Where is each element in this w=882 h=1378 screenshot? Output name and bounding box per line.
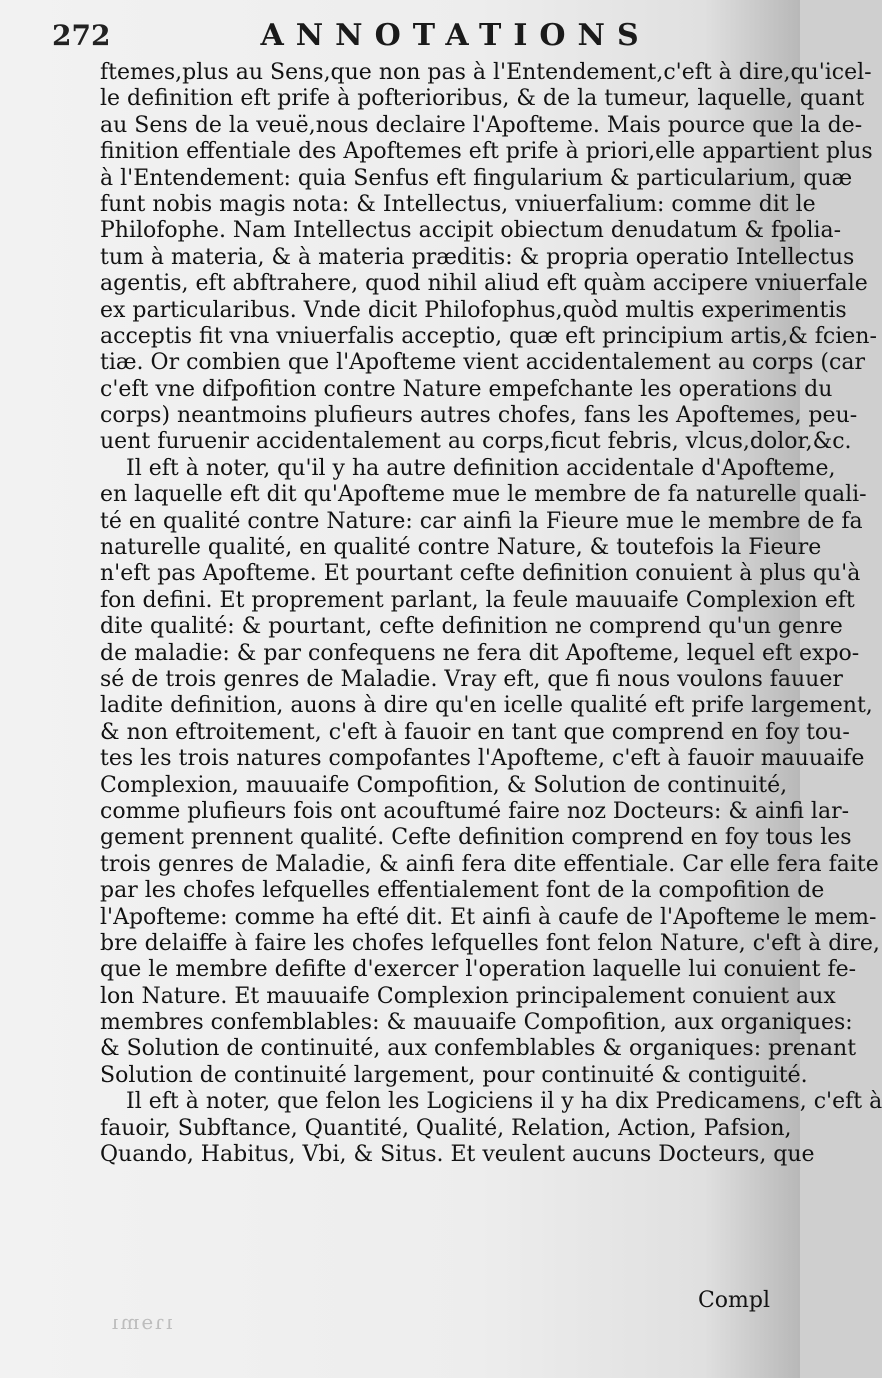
text-line: par les chofes lefquelles effentialement font de la compofition de xyxy=(100,878,825,904)
text-line: au Sens de la veuë,nous declaire l'Apofteme. Mais pource que la de- xyxy=(100,112,863,138)
text-line: agentis, eft abftrahere, quod nihil aliud eft quàm accipere vniuerfale xyxy=(100,271,868,297)
text-line: uent furuenir accidentalement au corps,ficut febris, vlcus,dolor,&c. xyxy=(100,429,852,455)
text-line: naturelle qualité, en qualité contre Nature, & toutefois la Fieure xyxy=(100,535,822,561)
text-line: té en qualité contre Nature: car ainfi la Fieure mue le membre de fa xyxy=(100,508,863,534)
text-line: sé de trois genres de Maladie. Vray eft, que fi nous voulons fauuer xyxy=(100,666,843,692)
text-line: Complexion, mauuaife Compofition, & Solution de continuité, xyxy=(100,772,788,798)
text-line: ladite definition, auons à dire qu'en icelle qualité eft prife largement, xyxy=(100,693,873,719)
text-line: que le membre defifte d'exercer l'operation laquelle lui conuient fe- xyxy=(100,957,857,983)
text-line: Solution de continuité largement, pour continuité & contiguité. xyxy=(100,1062,808,1088)
text-line: Il eft à noter, que felon les Logiciens il y ha dix Predicamens, c'eft à xyxy=(126,1089,882,1115)
text-line: l'Apofteme: comme ha efté dit. Et ainfi à caufe de l'Apofteme le mem- xyxy=(100,904,877,930)
text-line: lon Nature. Et mauuaife Complexion principalement conuient aux xyxy=(100,983,836,1009)
catchword: Compl xyxy=(697,1288,770,1313)
text-line: fauoir, Subftance, Quantité, Qualité, Relation, Action, Pafsion, xyxy=(100,1115,792,1141)
text-line: ftemes,plus au Sens,que non pas à l'Entendement,c'eft à dire,qu'icel- xyxy=(100,60,872,85)
running-head xyxy=(52,18,651,58)
text-line: à l'Entendement: quia Senfus eft fingularium & particularium, quæ xyxy=(100,165,853,191)
text-line: bre delaiffe à faire les chofes lefquelles font felon Nature, c'eft à dire, xyxy=(100,930,880,956)
text-line: & Solution de continuité, aux confemblables & organiques: prenant xyxy=(100,1036,857,1062)
text-line: fon defini. Et proprement parlant, la feule mauuaife Complexion eft xyxy=(100,587,855,613)
text-line: n'eft pas Apofteme. Et pourtant cefte definition conuient à plus qu'à xyxy=(100,561,861,587)
text-line: le definition eft prife à pofterioribus, & de la tumeur, laquelle, quant xyxy=(100,86,865,112)
text-line: funt nobis magis nota: & Intellectus, vniuerfalium: comme dit le xyxy=(100,191,816,217)
page-number: 272 xyxy=(52,19,111,52)
text-line: Il eft à noter, qu'il y ha autre definition accidentale d'Apofteme, xyxy=(126,455,836,481)
text-line: Quando, Habitus, Vbi, & Situs. Et veulent aucuns Docteurs, que xyxy=(100,1142,815,1168)
text-line: tes les trois natures compofantes l'Apofteme, c'eft à fauoir mauuaife xyxy=(100,746,865,772)
running-title: ANNOTATIONS xyxy=(260,18,651,53)
text-line: acceptis fit vna vniuerfalis acceptio, quæ eft principium artis,& fcien- xyxy=(100,323,877,349)
text-line: trois genres de Maladie, & ainfi fera dite effentiale. Car elle fera faite xyxy=(100,851,879,877)
bleed-through-text: ıɿɘmı xyxy=(110,1310,173,1334)
text-line: ex particularibus. Vnde dicit Philofophus,quòd multis experimentis xyxy=(100,297,847,323)
text-line: tum à materia, & à materia præditis: & propria operatio Intellectus xyxy=(100,244,855,270)
text-line: finition effentiale des Apoftemes eft prife à priori,elle appartient plus xyxy=(100,139,873,165)
text-line: & non eftroitement, c'eft à fauoir en tant que comprend en foy tou- xyxy=(100,719,850,745)
text-line: de maladie: & par confequens ne fera dit Apofteme, lequel eft expo- xyxy=(100,640,860,666)
text-line: dite qualité: & pourtant, cefte definition ne comprend qu'un genre xyxy=(100,614,843,640)
text-line: en laquelle eft dit qu'Apofteme mue le membre de fa naturelle quali- xyxy=(100,482,867,508)
text-line: corps) neantmoins plufieurs autres chofes, fans les Apoftemes, peu- xyxy=(100,403,858,429)
body-text xyxy=(100,60,882,1168)
text-line: Philofophe. Nam Intellectus accipit obiectum denudatum & fpolia- xyxy=(100,218,842,244)
text-line: membres confemblables: & mauuaife Compofition, aux organiques: xyxy=(100,1010,853,1036)
text-line: comme plufieurs fois ont acouftumé faire noz Docteurs: & ainfi lar- xyxy=(100,798,850,824)
text-line: tiæ. Or combien que l'Apofteme vient accidentalement au corps (car xyxy=(100,350,865,376)
text-line: c'eft vne difpofition contre Nature empefchante les operations du xyxy=(100,376,833,402)
text-line: gement prennent qualité. Cefte definition comprend en foy tous les xyxy=(100,825,852,851)
